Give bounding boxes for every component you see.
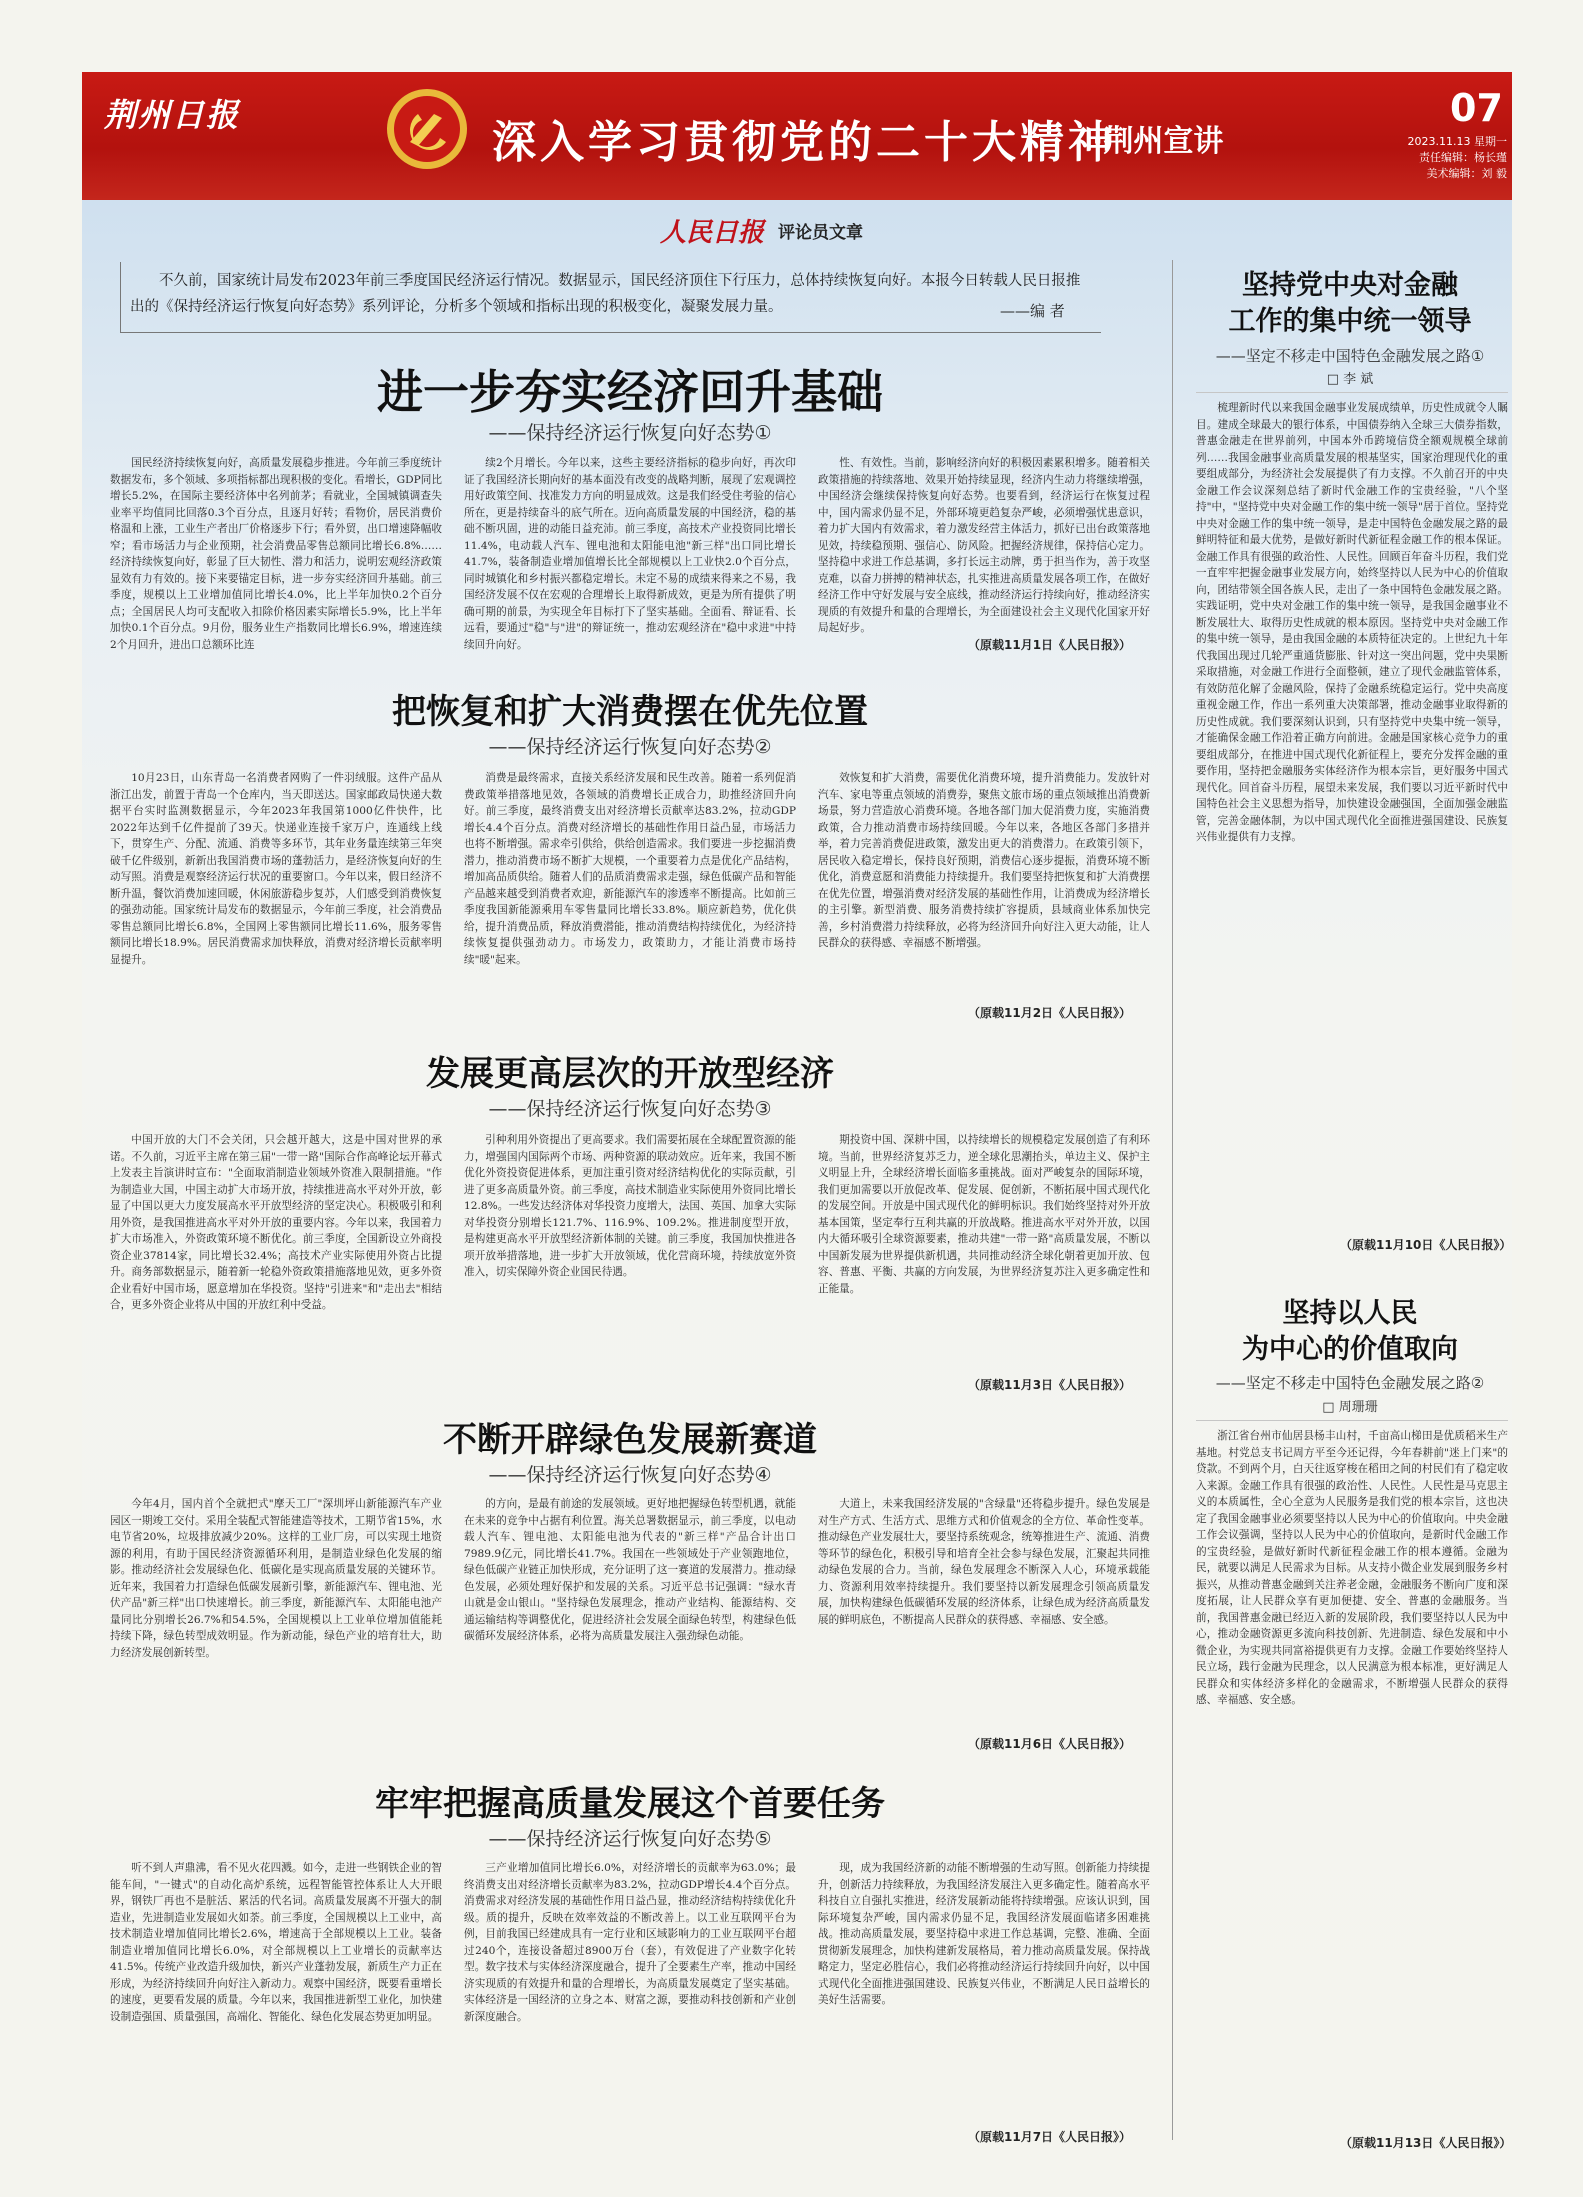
article-4-title: 不断开辟绿色发展新赛道 bbox=[443, 1420, 817, 1460]
article-4-col-3: 大道上，未来我国经济发展的"含绿量"还将稳步提升。绿色发展是对生产方式、生活方式、思维方式和价值观念的全方位、革命性变革。推动绿色产业发展壮大，要坚持系统观念，统筹推进生产、流通、消费等环节的绿色化，积极引导和培育全社会参与绿色发展，汇聚起共同推动绿色发展的合力。当前，绿色发展理念不断深入人心，环境承载能力、资源利用效率持续提升。我们要坚持以新发展理念引领高质量发展，加快构建绿色低碳循环发展的经济体系，让绿色成为经济高质量发展的鲜明底色，不断提高人民群众的获得感、幸福感、安全感。 bbox=[818, 1498, 1150, 1626]
right-article-1-body: 梳理新时代以来我国金融事业发展成绩单，历史性成就令人瞩目。建成全球最大的银行体系，中国债券纳入全球三大债券指数，普惠金融走在世界前列，中国本外币跨境信贷全额观规模全球前列……我国金融事业高质量发展的根基坚实，国家治理现代化的重要组成部分，为经济社会发展提供了有力支撑。不久前召开的中央金融工作会议深刻总结了新时代金融工作的宝贵经验，"八个坚持"中，"坚持党中央对金融工作的集中统一领导"居于首位。坚持党中央对金融工作的集中统一领导，是走中国特色金融发展之路的最鲜明特征和最大优势，是做好新时代新征程金融工作的根本保证。金融工作具有很强的政治性、人民性。回顾百年奋斗历程，我们党一直牢牢把握金融事业发展方向，始终坚持以人民为中心的价值取向，团结带领全国各族人民，走出了一条中国特色金融发展之路。实践证明，党中央对金融工作的集中统一领导，是我国金融事业不断发展壮大、取得历史性成就的根本原因。坚持党中央对金融工作的集中统一领导，是由我国金融的本质特征决定的。上世纪九十年代我国出现过几轮严重通货膨胀、针对这一突出问题，党中央果断采取措施，对金融工作进行全面整顿，建立了现代金融监管体系，有效防范化解了金融风险，保持了金融系统稳定运行。党中央高度重视金融工作，作出一系列重大决策部署，推动金融事业取得新的历史性成就。我们要深刻认识到，只有坚持党中央集中统一领导，才能确保金融工作沿着正确方向前进。金融是国家核心竞争力的重要组成部分，在推进中国式现代化新征程上，要充分发挥金融的重要作用，坚持把金融服务实体经济作为根本宗旨，更好服务中国式现代化。回首奋斗历程，展望未来发展，我们要以习近平新时代中国特色社会主义思想为指导，加快建设金融强国，全面加强金融监管，完善金融体制，为以中国式现代化全面推进强国建设、民族复兴伟业提供有力支撑。 bbox=[1196, 402, 1508, 843]
article-5-col-2: 三产业增加值同比增长6.0%，对经济增长的贡献率为63.0%；最终消费支出对经济增长贡献率为83.2%，拉动GDP增长4.4个百分点。消费需求对经济发展的基础性作用日益凸显，推动经济结构持续优化升级。质的提升，反映在效率效益的不断改善上。以工业互联网平台为例，目前我国已经建成具有一定行业和区域影响力的工业互联网平台超过240个，连接设备超过8900万台（套），有效促进了产业数字化转型。数字技术与实体经济深度融合，提升了全要素生产率，推动中国经济实现质的有效提升和量的合理增长，为高质量发展奠定了坚实基础。实体经济是一国经济的立身之本、财富之源，要推动科技创新和产业创新深度融合。 bbox=[464, 1862, 796, 2023]
article-5-col-1: 听不到人声鼎沸，看不见火花四溅。如今，走进一些钢铁企业的智能车间，"一键式"的自动化高炉系统，远程智能管控体系让人大开眼界，钢铁厂再也不是脏活、累活的代名词。高质量发展离不开强大的制造业，先进制造业发展如火如荼。前三季度，全国规模以上工业中，高技术制造业增加值同比增长2.6%，增速高于全部规模以上工业。装备制造业增加值同比增长6.0%，对全部规模以上工业增长的贡献率达41.5%。传统产业改造升级加快，新兴产业蓬勃发展，新质生产力正在形成，为经济持续回升向好注入新动力。观察中国经济，既要看重增长的速度，更要看发展的质量。今年以来，我国推进新型工业化，加快建设制造强国、质量强国，高端化、智能化、绿色化发展态势更加明显。 bbox=[110, 1862, 442, 2023]
article-1-title: 进一步夯实经济回升基础 bbox=[377, 365, 883, 419]
article-5-body bbox=[110, 1860, 1150, 2122]
right-article-1-source: （原载11月10日《人民日报》） bbox=[1340, 1238, 1512, 1252]
right-article-2-title-line-1: 坚持以人民 bbox=[1282, 1298, 1418, 1329]
right-article-2-author: □ 周珊珊 bbox=[1322, 1400, 1378, 1415]
article-3-col-1: 中国开放的大门不会关闭，只会越开越大，这是中国对世界的承诺。不久前，习近平主席在第三届"一带一路"国际合作高峰论坛开幕式上发表主旨演讲时宣布："全面取消制造业领域外资准入限制措施。"作为制造业大国，中国主动扩大市场开放，持续推进高水平对外开放，彰显了中国以更大力度发展高水平开放型经济的坚定决心。积极吸引和利用外资，是我国推进高水平对外开放的重要内容。今年以来，我国着力扩大市场准入，外资政策环境不断优化。前三季度，全国新设立外商投资企业37814家，同比增长32.4%；高技术产业实际使用外资占比提升。商务部数据显示，随着新一轮稳外资政策措施落地见效，更多外资企业看好中国市场，愿意增加在华投资。坚持"引进来"和"走出去"相结合，更多外资企业将从中国的开放红利中受益。 bbox=[110, 1134, 442, 1311]
article-2-subtitle: ——保持经济运行恢复向好态势② bbox=[488, 736, 772, 758]
right-article-1-rule bbox=[1196, 392, 1508, 393]
editor-intro: 不久前，国家统计局发布2023年前三季度国民经济运行情况。数据显示，国民经济顶住下行压力，总体持续恢复向好。本报今日转载人民日报推出的《保持经济运行恢复向好态势》系列评论，分析多个领域和指标出现的积极变化，凝聚发展力量。 bbox=[130, 273, 1081, 315]
article-1-col-3: 性、有效性。当前，影响经济向好的积极因素累积增多。随着相关政策措施的持续落地、效果开始持续显现，经济内生动力将继续增强，中国经济会继续保持恢复向好态势。也要看到，经济运行在恢复过程中，国内需求仍显不足，外部环境更趋复杂严峻，必须增强忧患意识，着力扩大国内有效需求，着力激发经营主体活力，抓好已出台政策落地见效，持续稳预期、强信心、防风险。把握经济规律，保持信心定力。坚持稳中求进工作总基调，多打长远主动牌，勇于担当作为，善于攻坚克难，以奋力拼搏的精神状态，扎实推进高质量发展各项工作，在做好经济工作中守好发展与安全底线，推动经济运行持续向好，推动经济实现质的有效提升和量的合理增长，为全面建设社会主义现代化国家开好局起好步。 bbox=[818, 457, 1150, 634]
masthead-meta bbox=[1382, 134, 1507, 182]
article-2-col-1: 10月23日，山东青岛一名消费者网购了一件羽绒服。这件产品从浙江出发，前置于青岛一个仓库内，当天即送达。国家邮政局快递大数据平台实时监测数据显示，今年2023年我国第1000亿件快件，比2022年达到千亿件提前了39天。快递业连接千家万户，连通线上线下，贯穿生产、分配、流通、消费等多环节，其年业务量连续第三年突破千亿件级别，新新出我国消费市场的蓬勃活力，是经济恢复向好的生动写照。消费是观察经济运行状况的重要窗口。今年以来，假日经济不断升温，餐饮消费加速回暖，休闲旅游稳步复苏，人们感受到消费恢复的强劲动能。国家统计局发布的数据显示，今年前三季度，社会消费品零售总额同比增长6.8%，全国网上零售额同比增长11.6%，服务零售额同比增长18.9%。居民消费需求加快释放，消费对经济增长贡献率明显提升。 bbox=[110, 772, 442, 966]
newspaper-logo: 荆州日报 bbox=[104, 96, 241, 134]
article-4-col-1: 今年4月，国内首个全就把式"摩天工厂"深圳坪山新能源汽车产业园区一期竣工交付。采用全装配式智能建造等技术，工期节省15%，水电节省20%，垃圾排放减少20%。这样的工业厂房，可以实现土地资源的利用，有助于国民经济资源循环利用，是制造业绿色化发展的缩影。推动经济社会发展绿色化、低碳化是实现高质量发展的关键环节。近年来，我国着力打造绿色低碳发展新引擎，新能源汽车、锂电池、光伏产品"新三样"出口快速增长。前三季度，新能源汽车、太阳能电池产量同比分别增长26.7%和54.5%，全国规模以上工业单位增加值能耗持续下降，绿色转型成效明显。作为新动能，绿色产业的培育壮大，助力经济发展创新转型。 bbox=[110, 1498, 442, 1659]
article-3-title: 发展更高层次的开放型经济 bbox=[426, 1054, 834, 1094]
article-3-col-3: 期投资中国、深耕中国，以持续增长的规模稳定发展创造了有利环境。当前，世界经济复苏乏力，逆全球化思潮抬头，单边主义、保护主义明显上升，全球经济增长面临多重挑战。面对严峻复杂的国际环境，我们更加需要以开放促改革、促发展、促创新，不断拓展中国式现代化的发展空间。开放是中国式现代化的鲜明标识。我们始终坚持对外开放基本国策，坚定奉行互利共赢的开放战略。推进高水平对外开放，以国内大循环吸引全球资源要素，推动共建"一带一路"高质量发展，不断以中国新发展为世界提供新机遇，共同推动经济全球化朝着更加开放、包容、普惠、平衡、共赢的方向发展，为世界经济复苏注入更多确定性和正能量。 bbox=[818, 1134, 1150, 1295]
right-article-2-body: 浙江省台州市仙居县杨丰山村，千亩高山梯田是优质稻米生产基地。村党总支书记周方平至今还记得，今年春耕前"迷上门来"的贷款。不到两个月，白天往返穿梭在稻田之间的村民们有了稳定收入来源。金融工作具有很强的政治性、人民性。人民性是马克思主义的本质属性，全心全意为人民服务是我们党的根本宗旨，这也决定了我国金融事业必须要坚持以人民为中心的价值取向。中央金融工作会议强调，坚持以人民为中心的价值取向，是新时代金融工作的宝贵经验，是做好新时代新征程金融工作的根本遵循。金融为民，就要以满足人民需求为目标。从支持小微企业发展到服务乡村振兴，从推动普惠金融到关注养老金融，金融服务不断向广度和深度拓展，让人民群众享有更加便捷、安全、普惠的金融服务。当前，我国普惠金融已经迈入新的发展阶段，我们要坚持以人民为中心，推动金融资源更多流向科技创新、先进制造、绿色发展和中小微企业，为实现共同富裕提供更有力支撑。金融工作要始终坚持人民立场，践行金融为民理念，以人民满意为根本标准，更好满足人民群众和实体经济多样化的金融需求，不断增强人民群众的获得感、幸福感、安全感。 bbox=[1196, 1430, 1508, 1706]
article-4-source: （原载11月6日《人民日报》） bbox=[968, 1737, 1132, 1751]
issue-date: 2023.11.13 星期一 bbox=[1407, 135, 1507, 148]
responsible-editor: 责任编辑：杨长瑾 bbox=[1419, 151, 1507, 164]
article-5-subtitle: ——保持经济运行恢复向好态势⑤ bbox=[488, 1828, 772, 1850]
article-3-body bbox=[110, 1132, 1150, 1372]
masthead-title: 深入学习贯彻党的二十大精神 bbox=[492, 117, 1116, 168]
article-3-source: （原载11月3日《人民日报》） bbox=[968, 1378, 1132, 1392]
right-article-2-subtitle: ——坚定不移走中国特色金融发展之路② bbox=[1215, 1374, 1485, 1392]
article-2-col-3: 效恢复和扩大消费，需要优化消费环境，提升消费能力。发放针对汽车、家电等重点领域的消费券，聚焦文旅市场的重点领域推出消费新场景，努力营造放心消费环境。各地各部门加大促消费力度，实施消费政策，合力推动消费市场持续回暖。今年以来，各地区各部门多措并举，着力完善消费促进政策，激发出更大的消费潜力。在政策引领下，居民收入稳定增长，保持良好预期，消费信心逐步提振，消费环境不断优化，消费意愿和消费能力持续提升。我们要坚持把恢复和扩大消费摆在优先位置，增强消费对经济发展的基础性作用，让消费成为经济增长的主引擎。新型消费、服务消费持续扩容提质，县域商业体系加快完善，乡村消费潜力持续释放，必将为经济回升向好注入更大动能，让人民群众的获得感、幸福感不断增强。 bbox=[818, 772, 1150, 949]
article-5-title: 牢牢把握高质量发展这个首要任务 bbox=[375, 1784, 885, 1824]
column-divider bbox=[1172, 260, 1173, 2140]
article-2-body bbox=[110, 770, 1150, 995]
right-article-2-source: （原载11月13日《人民日报》） bbox=[1340, 2136, 1512, 2150]
right-article-2-rule bbox=[1196, 1420, 1508, 1421]
right-article-1-title bbox=[1190, 268, 1510, 340]
article-1-subtitle: ——保持经济运行恢复向好态势① bbox=[488, 422, 772, 444]
party-emblem-icon bbox=[382, 84, 472, 174]
right-article-1-title-line-1: 坚持党中央对金融 bbox=[1242, 270, 1458, 301]
article-5-source: （原载11月7日《人民日报》） bbox=[968, 2130, 1132, 2144]
article-1-source: （原载11月1日《人民日报》） bbox=[968, 638, 1132, 652]
article-5-col-3: 现，成为我国经济新的动能不断增强的生动写照。创新能力持续提升，创新活力持续释放，为我国经济发展注入更多确定性。随着高水平科技自立自强扎实推进，经济发展新动能将持续增强。应该认识到，国际环境复杂严峻，国内需求仍显不足，我国经济发展面临诸多困难挑战。推动高质量发展，要坚持稳中求进工作总基调，完整、准确、全面贯彻新发展理念，加快构建新发展格局，着力推动高质量发展。保持战略定力，坚定必胜信心，我们必将推动经济运行持续回升向好，以中国式现代化全面推进强国建设、民族复兴伟业，不断满足人民日益增长的美好生活需要。 bbox=[818, 1862, 1150, 2006]
article-3-col-2: 引种利用外资提出了更高要求。我们需要拓展在全球配置资源的能力，增强国内国际两个市场、两种资源的联动效应。近年来，我国不断优化外资投资促进体系，更加注重引资对经济结构优化的实际贡献，引进了更多高质量外资。前三季度，高技术制造业实际使用外资同比增长12.8%。一些发达经济体对华投资力度增大，法国、英国、加拿大实际对华投资分别增长121.7%、116.9%、109.2%。推进制度型开放，是构建更高水平开放型经济新体制的关键。前三季度，我国加快推进各项开放举措落地，进一步扩大开放领域，优化营商环境，持续放宽外资准入，切实保障外资企业国民待遇。 bbox=[464, 1134, 796, 1278]
masthead-section: ·荆州宣讲 bbox=[1092, 124, 1224, 159]
page-number: 07 bbox=[1450, 86, 1503, 130]
article-2-source: （原载11月2日《人民日报》） bbox=[968, 1006, 1132, 1020]
art-editor: 美术编辑：刘 毅 bbox=[1426, 167, 1507, 180]
article-4-subtitle: ——保持经济运行恢复向好态势④ bbox=[488, 1464, 772, 1486]
right-article-1-title-line-2: 工作的集中统一领导 bbox=[1228, 306, 1472, 337]
right-article-1-subtitle: ——坚定不移走中国特色金融发展之路① bbox=[1215, 347, 1485, 365]
article-3-subtitle: ——保持经济运行恢复向好态势③ bbox=[488, 1098, 772, 1120]
right-article-2-title-line-2: 为中心的价值取向 bbox=[1242, 1334, 1458, 1365]
article-1-col-1: 国民经济持续恢复向好，高质量发展稳步推进。今年前三季度统计数据发布，多个领域、多项指标都出现积极的变化。看增长，GDP同比增长5.2%，在国际主要经济体中名列前茅；看就业，全国城镇调查失业率平均值同比回落0.3个百分点，且逐月好转；看物价，居民消费价格温和上涨，工业生产者出厂价格逐步下行；看外贸，出口增速降幅收窄；看市场活力与企业预期，社会消费品零售总额同比增长6.8%……经济持续恢复向好，彰显了巨大韧性、潜力和活力，说明宏观经济政策显效有力有效的。接下来要锚定目标，进一步夯实经济回升基础。前三季度，规模以上工业增加值同比增长4.0%，比上半年加快0.2个百分点；全国居民人均可支配收入扣除价格因素实际增长5.9%，比上半年加快0.1个百分点。9月份，服务业生产指数同比增长6.9%，增速连续2个月回升，进出口总额环比连 bbox=[110, 457, 442, 651]
masthead bbox=[82, 72, 1512, 204]
peoples-daily-label: 人民日报 bbox=[660, 218, 765, 248]
right-article-1-author: □ 李 斌 bbox=[1326, 372, 1374, 387]
article-2-title: 把恢复和扩大消费摆在优先位置 bbox=[392, 692, 868, 732]
right-article-2-title bbox=[1190, 1296, 1510, 1368]
article-2-col-2: 消费是最终需求，直接关系经济发展和民生改善。随着一系列促消费政策举措落地见效，各领域的消费增长正成合力，助推经济回升向好。前三季度，最终消费支出对经济增长贡献率达83.2%，拉动GDP增长4.4个百分点。消费对经济增长的基础性作用日益凸显，市场活力也将不断增强。需求牵引供给，供给创造需求。我们要进一步挖掘消费潜力，推动消费市场不断扩大规模，一个重要着力点是优化产品结构，增加高品质供给。随着人们的品质消费需求走强，绿色低碳产品和智能产品越来越受到消费者欢迎，新能源汽车的渗透率不断提高。比如前三季度我国新能源乘用车零售量同比增长33.8%。顺应新趋势，优化供给，提升消费品质，释放消费潜能，推动消费结构持续优化，为经济持续恢复提供强劲动力。市场发力，政策助力，才能让消费市场持续"暖"起来。 bbox=[464, 772, 796, 966]
article-1-col-2: 续2个月增长。今年以来，这些主要经济指标的稳步向好，再次印证了我国经济长期向好的基本面没有改变的战略判断，展现了宏观调控用好政策空间、找准发力方向的明显成效。这是我们经受住考验的信心所在，更是持续奋斗的底气所在。迈向高质量发展的中国经济，稳的基础不断巩固，进的动能日益充沛。前三季度，高技术产业投资同比增长11.4%，电动载人汽车、锂电池和太阳能电池"新三样"出口同比增长41.7%，装备制造业增加值增长比全部规模以上工业快2.0个百分点，同时城镇化和乡村振兴都稳定增长。未定不易的成绩来得来之不易，我国经济发展不仅在宏观的合理增长上取得新成效，更是为所有提供了明确可期的前景，为实现全年目标打下了坚实基础。全面看、辩证看、长远看，要通过"稳"与"进"的辩证统一，推动宏观经济在"稳中求进"中持续回升向好。 bbox=[464, 457, 796, 651]
commentary-label: 评论员文章 bbox=[778, 223, 863, 243]
article-4-body bbox=[110, 1496, 1150, 1726]
article-4-col-2: 的方向，是最有前途的发展领域。更好地把握绿色转型机遇，就能在未来的竞争中占据有利位置。海关总署数据显示，前三季度，以电动载人汽车、锂电池、太阳能电池为代表的"新三样"产品合计出口7989.9亿元，同比增长41.7%。我国在一些领域处于产业领跑地位，绿色低碳产业链正加快形成，充分证明了这一赛道的发展潜力。推动绿色发展，必须处理好保护和发展的关系。习近平总书记强调："绿水青山就是金山银山。"坚持绿色发展理念，推动产业结构、能源结构、交通运输结构等调整优化，促进经济社会发展全面绿色转型，构建绿色低碳循环发展经济体系，必将为高质量发展注入强劲绿色动能。 bbox=[464, 1498, 796, 1642]
editor-sign: ——编 者 bbox=[1000, 302, 1065, 320]
